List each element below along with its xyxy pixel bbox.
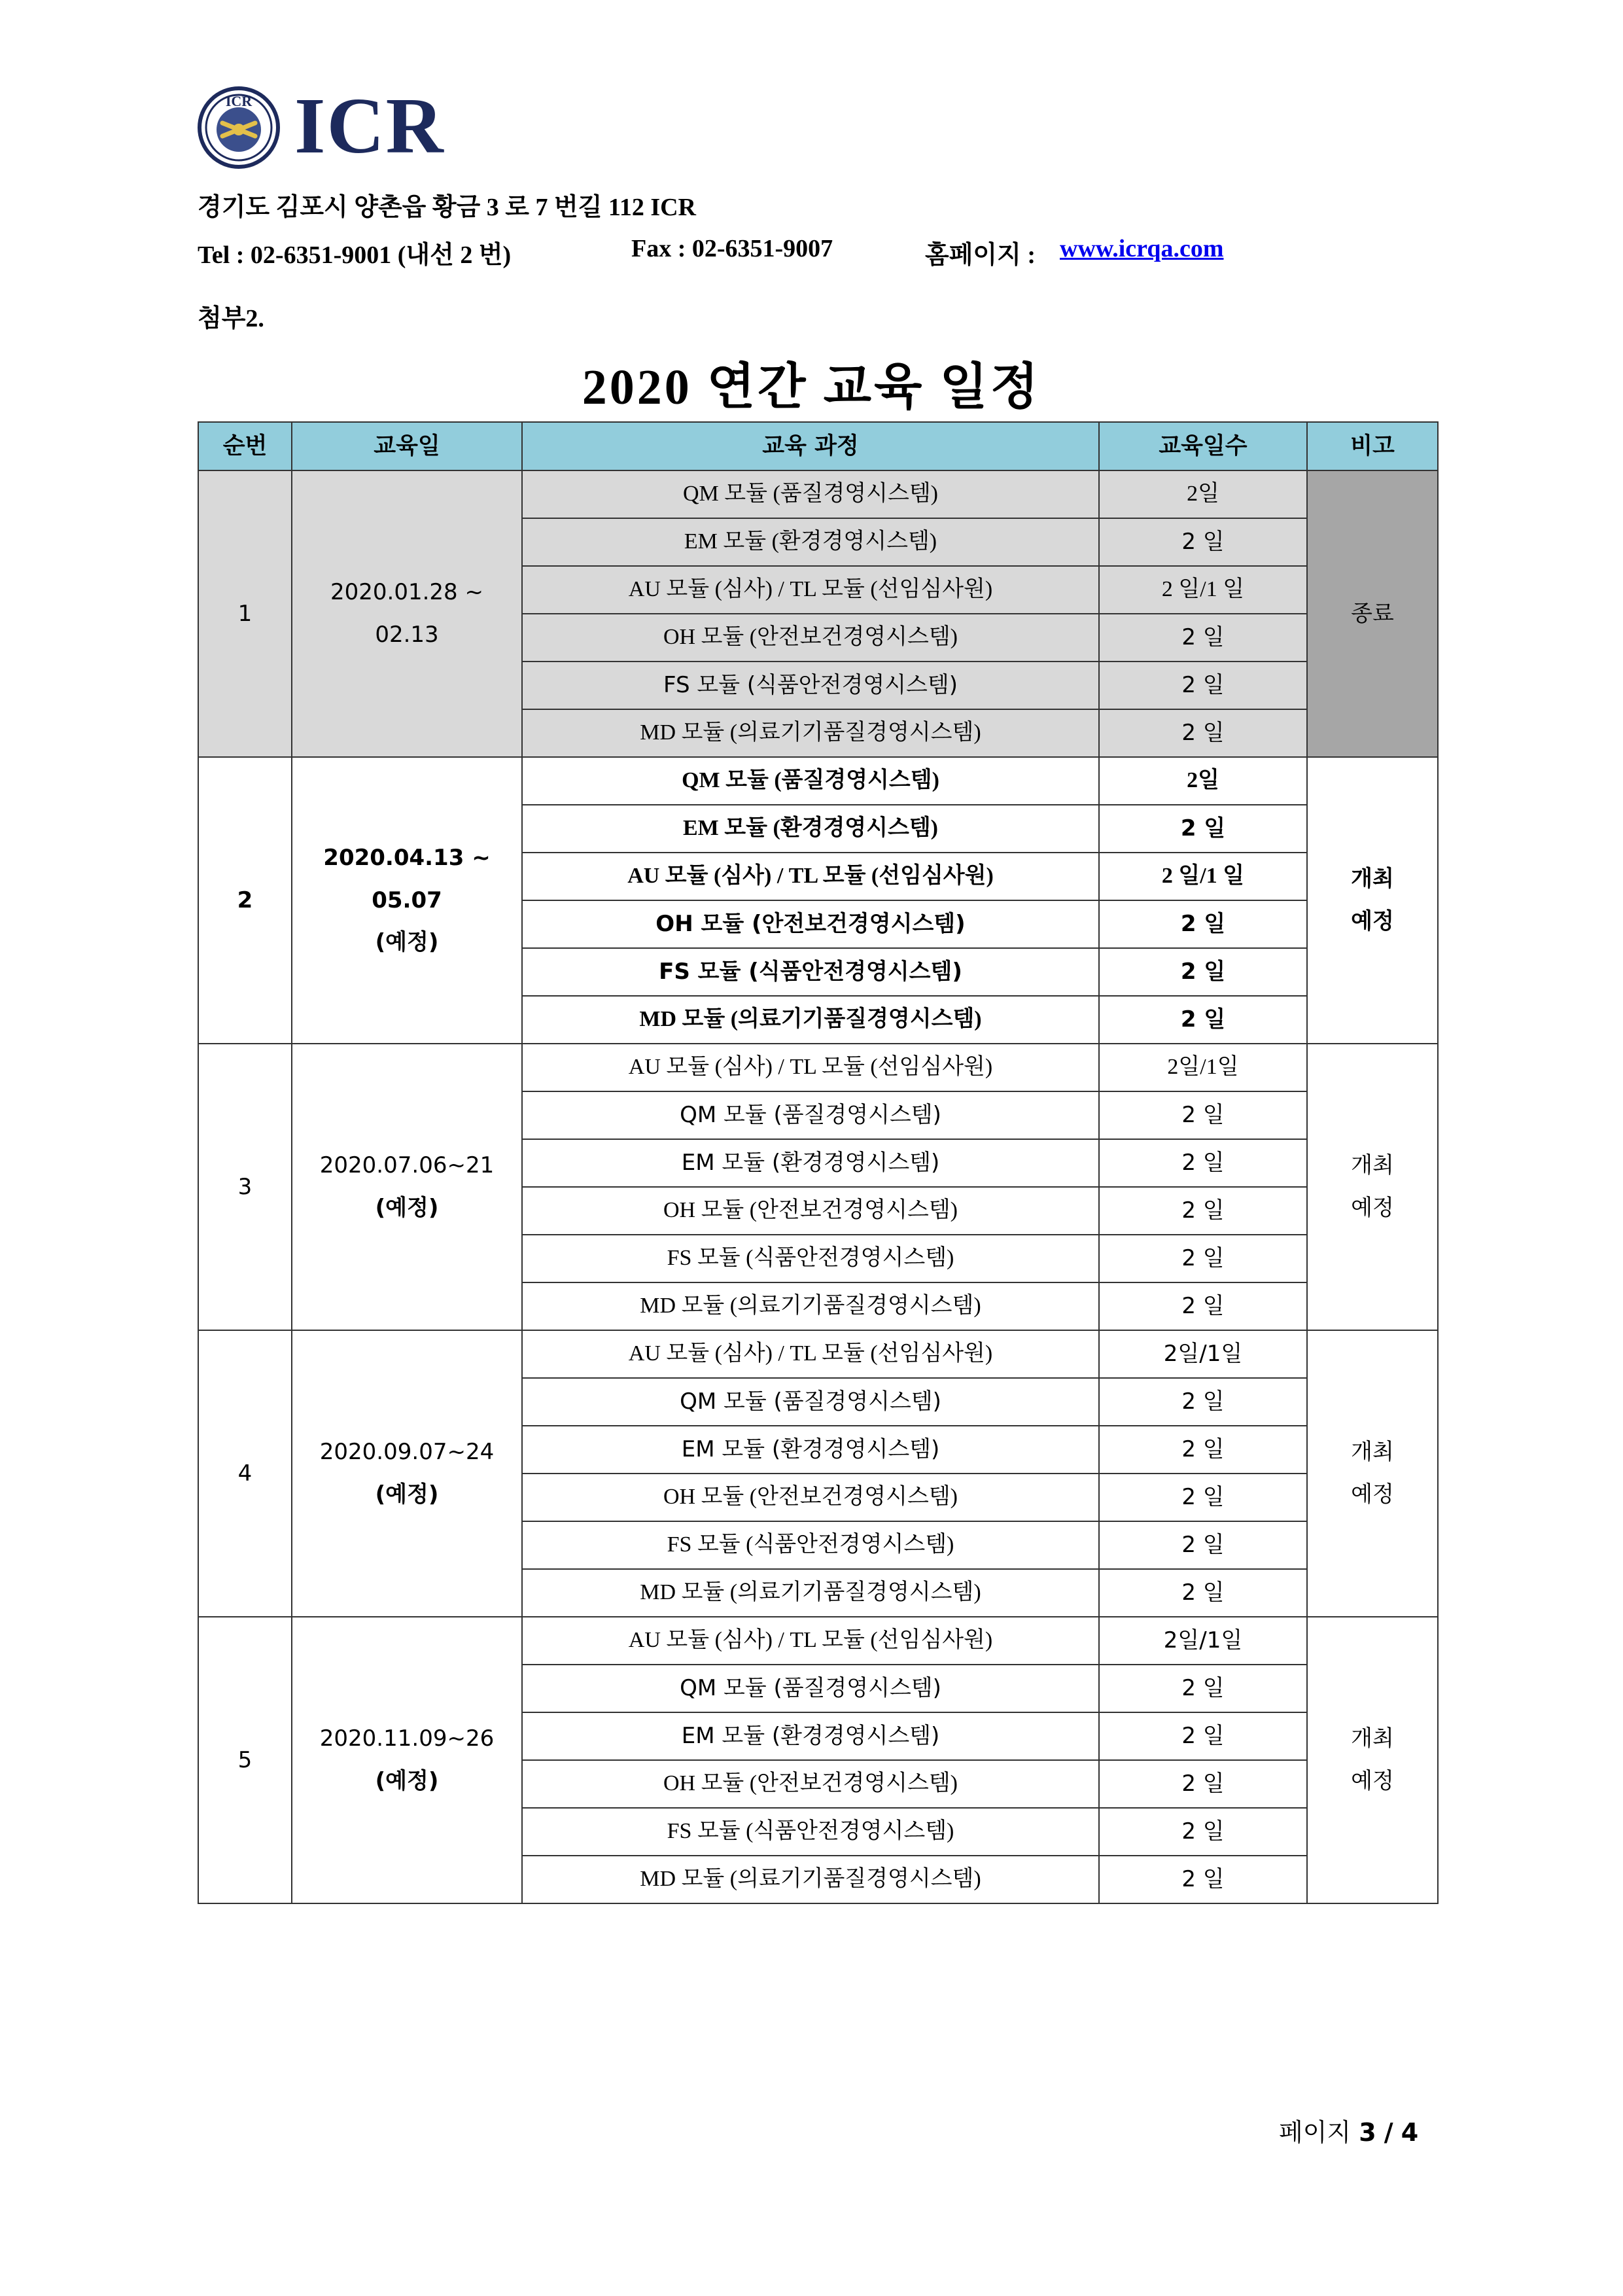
table-header-row: [198, 422, 1438, 470]
session-date: [292, 470, 522, 757]
date-line: (예정): [375, 1481, 439, 1508]
course-name: OH 모듈 (안전보건경영시스템): [522, 1187, 1099, 1235]
course-days: 2일/1일: [1099, 1330, 1307, 1378]
session-no: 2: [198, 757, 292, 1044]
header-note: 비고: [1307, 422, 1438, 470]
course-days: 2 일: [1099, 518, 1307, 566]
course-name: AU 모듈 (심사) / TL 모듈 (선임심사원): [522, 853, 1099, 900]
course-days: 2 일: [1099, 709, 1307, 757]
course-days: 2 일: [1099, 1091, 1307, 1139]
course-name: FS 모듈 (식품안전경영시스템): [522, 1808, 1099, 1856]
course-name: MD 모듈 (의료기기품질경영시스템): [522, 1569, 1099, 1617]
session-date: [292, 1330, 522, 1617]
note-line: 예정: [1351, 908, 1394, 934]
course-name: AU 모듈 (심사) / TL 모듈 (선임심사원): [522, 1044, 1099, 1091]
session-note: [1307, 1330, 1438, 1617]
page-label: 페이지: [1279, 2118, 1352, 2147]
page-title: 2020 연간 교육 일정: [582, 360, 1041, 415]
course-name: EM 모듈 (환경경영시스템): [522, 1712, 1099, 1760]
course-name: MD 모듈 (의료기기품질경영시스템): [522, 1856, 1099, 1903]
course-days: 2 일: [1099, 1760, 1307, 1808]
course-name: EM 모듈 (환경경영시스템): [522, 518, 1099, 566]
header-days: 교육일수: [1099, 422, 1307, 470]
note-line: 개최: [1351, 1725, 1394, 1752]
course-name: OH 모듈 (안전보건경영시스템): [522, 900, 1099, 948]
course-name: EM 모듈 (환경경영시스템): [522, 805, 1099, 853]
course-days: 2일/1일: [1099, 1617, 1307, 1665]
date-line: 05.07: [372, 887, 442, 913]
logo-wordmark: ICR: [294, 82, 445, 170]
fax-number: Fax : 02-6351-9007: [631, 235, 833, 262]
course-name: OH 모듈 (안전보건경영시스템): [522, 614, 1099, 662]
course-name: OH 모듈 (안전보건경영시스템): [522, 1474, 1099, 1521]
session-date: [292, 1044, 522, 1330]
date-line: 2020.11.09~26: [319, 1725, 495, 1752]
course-name: AU 모듈 (심사) / TL 모듈 (선임심사원): [522, 1617, 1099, 1665]
course-days: 2 일: [1099, 948, 1307, 996]
course-name: FS 모듈 (식품안전경영시스템): [522, 1235, 1099, 1282]
course-name: EM 모듈 (환경경영시스템): [522, 1139, 1099, 1187]
course-days: 2 일/1 일: [1099, 853, 1307, 900]
table-row: [198, 1330, 1438, 1378]
course-days: 2일: [1099, 470, 1307, 518]
course-name: FS 모듈 (식품안전경영시스템): [522, 1521, 1099, 1569]
header-course: 교육 과정: [522, 422, 1099, 470]
course-days: 2 일: [1099, 662, 1307, 709]
note-line: 예정: [1351, 1481, 1394, 1508]
course-name: QM 모듈 (품질경영시스템): [522, 1091, 1099, 1139]
course-days: 2 일: [1099, 1474, 1307, 1521]
course-days: 2 일/1 일: [1099, 566, 1307, 614]
course-days: 2 일: [1099, 1187, 1307, 1235]
course-days: 2 일: [1099, 1856, 1307, 1903]
header-no: 순번: [198, 422, 292, 470]
session-note: [1307, 757, 1438, 1044]
table-row: [198, 1617, 1438, 1665]
course-days: 2 일: [1099, 1569, 1307, 1617]
session-date: [292, 1617, 522, 1903]
page-separator: /: [1384, 2118, 1393, 2147]
course-days: 2 일: [1099, 1139, 1307, 1187]
course-name: FS 모듈 (식품안전경영시스템): [522, 948, 1099, 996]
table-row: [198, 757, 1438, 805]
page-number: [1279, 2112, 1418, 2148]
course-days: 2 일: [1099, 614, 1307, 662]
session-no: 5: [198, 1617, 292, 1903]
note-line: 개최: [1351, 1439, 1394, 1466]
schedule-table: [198, 421, 1439, 1904]
session-note: [1307, 1044, 1438, 1330]
homepage-link[interactable]: www.icrqa.com: [1060, 235, 1224, 262]
date-line: (예정): [375, 929, 439, 956]
session-no: 1: [198, 470, 292, 757]
tel-number: Tel : 02-6351-9001 (내선 2 번): [198, 241, 512, 269]
table-row: [198, 1044, 1438, 1091]
company-address: 경기도 김포시 양촌읍 황금 3 로 7 번길 112 ICR: [198, 194, 696, 221]
session-date: [292, 757, 522, 1044]
course-name: OH 모듈 (안전보건경영시스템): [522, 1760, 1099, 1808]
session-no: 4: [198, 1330, 292, 1617]
course-name: QM 모듈 (품질경영시스템): [522, 1378, 1099, 1426]
date-line: 02.13: [375, 622, 439, 648]
course-days: 2 일: [1099, 1282, 1307, 1330]
table-row: [198, 470, 1438, 518]
course-days: 2 일: [1099, 1521, 1307, 1569]
homepage-label: 홈페이지 :: [925, 241, 1036, 269]
course-days: 2 일: [1099, 805, 1307, 853]
course-name: MD 모듈 (의료기기품질경영시스템): [522, 996, 1099, 1044]
date-line: (예정): [375, 1768, 439, 1794]
course-name: EM 모듈 (환경경영시스템): [522, 1426, 1099, 1474]
date-line: (예정): [375, 1195, 439, 1221]
course-name: QM 모듈 (품질경영시스템): [522, 757, 1099, 805]
attachment-label: 첨부2.: [198, 305, 264, 332]
course-name: QM 모듈 (품질경영시스템): [522, 1665, 1099, 1712]
course-days: 2 일: [1099, 1235, 1307, 1282]
note-line: 예정: [1351, 1195, 1394, 1221]
date-line: 2020.01.28 ~: [330, 579, 483, 606]
date-line: 2020.09.07~24: [319, 1439, 495, 1466]
course-days: 2 일: [1099, 1712, 1307, 1760]
note-line: 개최: [1351, 1152, 1394, 1179]
page-total: 4: [1401, 2118, 1419, 2147]
session-note: [1307, 470, 1438, 757]
course-days: 2일/1일: [1099, 1044, 1307, 1091]
page-current: 3: [1359, 2118, 1376, 2147]
icr-logo: [196, 82, 471, 170]
course-days: 2일: [1099, 757, 1307, 805]
course-name: AU 모듈 (심사) / TL 모듈 (선임심사원): [522, 566, 1099, 614]
note-line: 예정: [1351, 1768, 1394, 1794]
note-line: 종료: [1351, 600, 1394, 627]
session-note: [1307, 1617, 1438, 1903]
course-days: 2 일: [1099, 1665, 1307, 1712]
course-name: MD 모듈 (의료기기품질경영시스템): [522, 709, 1099, 757]
course-days: 2 일: [1099, 1426, 1307, 1474]
course-name: FS 모듈 (식품안전경영시스템): [522, 662, 1099, 709]
session-no: 3: [198, 1044, 292, 1330]
course-days: 2 일: [1099, 996, 1307, 1044]
note-line: 개최: [1351, 866, 1394, 892]
icr-emblem-icon: [196, 85, 288, 170]
course-name: AU 모듈 (심사) / TL 모듈 (선임심사원): [522, 1330, 1099, 1378]
course-name: MD 모듈 (의료기기품질경영시스템): [522, 1282, 1099, 1330]
date-line: 2020.07.06~21: [319, 1152, 495, 1179]
course-days: 2 일: [1099, 900, 1307, 948]
course-name: QM 모듈 (품질경영시스템): [522, 470, 1099, 518]
header-date: 교육일: [292, 422, 522, 470]
course-days: 2 일: [1099, 1378, 1307, 1426]
date-line: 2020.04.13 ~: [323, 845, 491, 872]
course-days: 2 일: [1099, 1808, 1307, 1856]
svg-text:ICR: ICR: [225, 93, 253, 109]
